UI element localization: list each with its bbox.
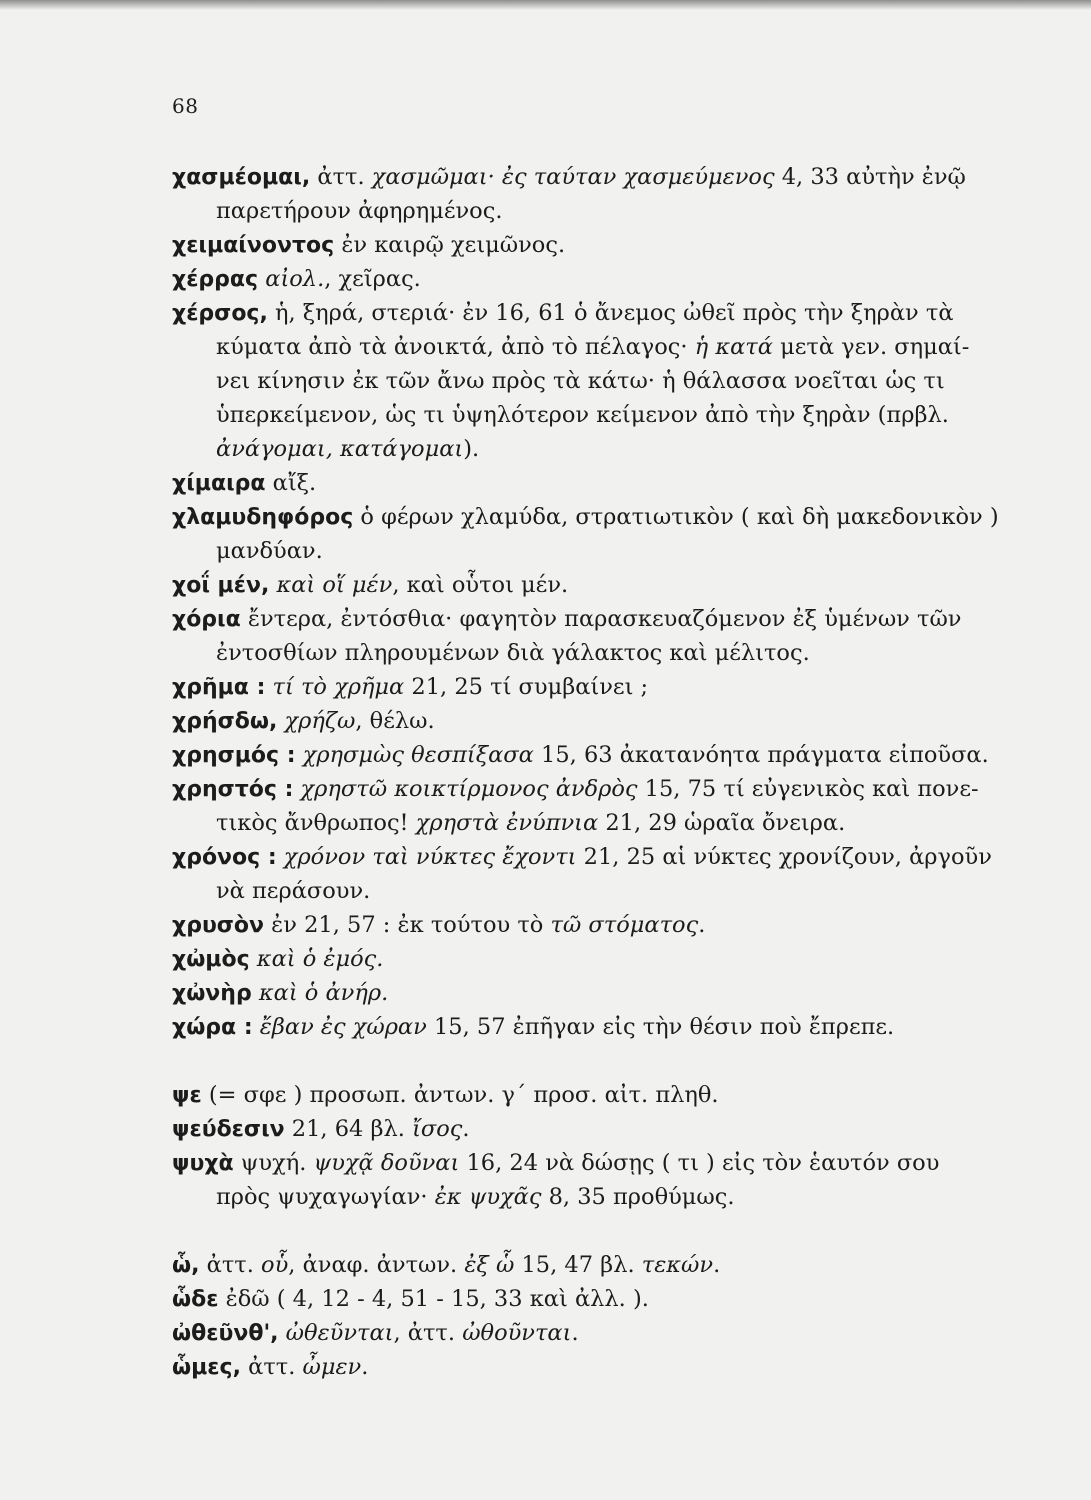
entry-text-segment: πρὸς ψυχαγωγίαν·	[216, 1184, 435, 1210]
entry-text-segment: χρήζω	[277, 708, 356, 734]
entry-continuation-line	[172, 1180, 1002, 1214]
entry-headword: χίμαιρα	[172, 471, 266, 496]
entry-text-segment: ἐκ ψυχᾶς	[434, 1184, 542, 1210]
section-gap	[172, 1044, 1002, 1078]
entry-headword: χλαμυδηφόρος	[172, 505, 354, 530]
entry-text-segment: καὶ ὁ ἐμός.	[249, 946, 384, 972]
entry-continuation-line	[172, 534, 1002, 568]
glossary-entry	[172, 1282, 1002, 1316]
entry-text-segment: ἐν καιρῷ χειμῶνος.	[334, 232, 566, 258]
entry-text-segment: ).	[463, 436, 480, 462]
entry-text-segment: , θέλω.	[355, 708, 435, 734]
entry-text-segment: .	[361, 1354, 369, 1380]
entry-text-segment: νὰ περάσουν.	[216, 878, 371, 904]
glossary-entry	[172, 1248, 1002, 1282]
entry-headword: χέρσος,	[172, 301, 268, 326]
glossary-entry	[172, 1350, 1002, 1384]
section-gap	[172, 1214, 1002, 1248]
glossary-entry	[172, 840, 1002, 874]
entry-text-segment: 21, 29 ὡραῖα ὄνειρα.	[598, 810, 846, 836]
entry-headword: χρυσὸν	[172, 913, 265, 938]
entry-text-segment: 8, 35 προθύμως.	[541, 1184, 735, 1210]
entry-text-segment: ἔβαν ἐς χώραν	[252, 1014, 427, 1040]
glossary-entry	[172, 228, 1002, 262]
entry-text-segment: ἔντερα, ἐντόσθια· φαγητὸν παρασκευαζόμενον ἐξ ὑμένων τῶν	[240, 606, 962, 632]
entry-headword: χοΐ μέν,	[172, 573, 270, 598]
entry-continuation-line	[172, 806, 1002, 840]
entry-text-segment: ἐν 21, 57 : ἐκ τούτου τὸ	[264, 912, 551, 938]
entry-text-segment: ὑπερκείμενον, ὡς τι ὑψηλότερον κείμενον ἀπὸ τὴν ξηρὰν (πρβλ.	[216, 402, 949, 428]
entry-continuation-line	[172, 364, 1002, 398]
entry-continuation-line	[172, 398, 1002, 432]
entry-headword: χρησμός :	[172, 743, 296, 768]
entry-continuation-line	[172, 432, 1002, 466]
entry-text-segment: 16, 24 νὰ δώσῃς ( τι ) εἰς τὸν ἑαυτόν σου	[459, 1150, 940, 1176]
entry-text-segment: ὁ φέρων χλαμύδα, στρατιωτικὸν ( καὶ δὴ μακεδονικὸν )	[353, 504, 999, 530]
entry-text-segment: .	[713, 1252, 721, 1278]
entry-text-segment: , καὶ οὗτοι μέν.	[392, 572, 569, 598]
entry-text-segment: χασμῶμαι· ἐς ταύταν χασμεύμενος	[371, 164, 775, 190]
entry-text-segment: , ἀναφ. ἀντων.	[288, 1252, 465, 1278]
entry-text-segment: τικὸς ἄνθρωπος!	[216, 810, 416, 836]
entry-text-segment: ἐδῶ ( 4, 12 - 4, 51 - 15, 33 καὶ ἀλλ. ).	[218, 1286, 649, 1312]
glossary-text-block	[172, 160, 1002, 1384]
glossary-entry	[172, 500, 1002, 534]
entry-headword: ὧ,	[172, 1253, 200, 1278]
entry-text-segment: (= σφε ) προσωπ. ἀντων. γ´ προσ. αἰτ. πληθ.	[201, 1082, 719, 1108]
entry-text-segment: .	[698, 912, 706, 938]
entry-text-segment: τί τὸ χρῆμα	[265, 674, 405, 700]
glossary-entry	[172, 1078, 1002, 1112]
entry-headword: χὠνὴρ	[172, 981, 252, 1006]
entry-text-segment: ἡ κατά	[694, 334, 773, 360]
entry-text-segment: χρόνον ταὶ νύκτες ἔχοντι	[276, 844, 577, 870]
entry-continuation-line	[172, 194, 1002, 228]
glossary-entry	[172, 772, 1002, 806]
entry-headword: ψεύδεσιν	[172, 1117, 285, 1142]
entry-text-segment: ψυχᾷ δοῦναι	[313, 1150, 460, 1176]
glossary-entry	[172, 262, 1002, 296]
entry-text-segment: αἴξ.	[265, 470, 317, 496]
entry-text-segment: μανδύαν.	[216, 538, 323, 564]
entry-text-segment: 15, 63 ἀκατανόητα πράγματα εἰποῦσα.	[533, 742, 989, 768]
glossary-entry	[172, 670, 1002, 704]
glossary-entry	[172, 1146, 1002, 1180]
glossary-entry	[172, 908, 1002, 942]
glossary-entry	[172, 466, 1002, 500]
page-number: 68	[172, 94, 199, 118]
glossary-entry	[172, 296, 1002, 330]
entry-text-segment: ἐξ ὧ	[464, 1252, 515, 1278]
entry-text-segment: ὦμεν	[302, 1354, 362, 1380]
entry-text-segment: 15, 47 βλ.	[514, 1252, 642, 1278]
glossary-entry	[172, 1316, 1002, 1350]
glossary-entry	[172, 160, 1002, 194]
entry-text-segment: τῶ στόματος	[550, 912, 699, 938]
entry-text-segment: ἐντοσθίων πληρουμένων διὰ γάλακτος καὶ μέλιτος.	[216, 640, 810, 666]
entry-headword: χὠμὸς	[172, 947, 250, 972]
entry-headword: ψυχὰ	[172, 1151, 234, 1176]
entry-headword: χρόνος :	[172, 845, 277, 870]
entry-continuation-line	[172, 874, 1002, 908]
entry-headword: χασμέομαι,	[172, 165, 311, 190]
entry-text-segment: , χεῖρας.	[324, 266, 421, 292]
entry-text-segment: ψυχή.	[233, 1150, 314, 1176]
entry-continuation-line	[172, 636, 1002, 670]
entry-text-segment: παρετήρουν ἀφηρημένος.	[216, 198, 503, 224]
glossary-entry	[172, 1010, 1002, 1044]
entry-text-segment: 21, 25 αἱ νύκτες χρονίζουν, ἀργοῦν	[576, 844, 992, 870]
entry-text-segment: 15, 57 ἐπῆγαν εἰς τὴν θέσιν ποὺ ἔπρεπε.	[426, 1014, 895, 1040]
glossary-entry	[172, 976, 1002, 1010]
entry-text-segment: τεκών	[641, 1252, 714, 1278]
glossary-entry	[172, 704, 1002, 738]
entry-text-segment: χρηστὰ ἐνύπνια	[415, 810, 599, 836]
entry-headword: χέρρας	[172, 267, 259, 292]
entry-headword: χόρια	[172, 607, 241, 632]
entry-headword: χώρα :	[172, 1015, 253, 1040]
entry-headword: χρήσδω,	[172, 709, 278, 734]
entry-text-segment: 21, 25 τί συμβαίνει ;	[404, 674, 649, 700]
entry-headword: χρηστός :	[172, 777, 294, 802]
entry-text-segment: ἀττ.	[199, 1252, 262, 1278]
entry-headword: χειμαίνοντος	[172, 233, 335, 258]
glossary-entry	[172, 568, 1002, 602]
entry-text-segment: κύματα ἀπὸ τὰ ἀνοικτά, ἀπὸ τὸ πέλαγος·	[216, 334, 695, 360]
entry-text-segment: μετὰ γεν. σημαί-	[772, 334, 970, 360]
entry-text-segment: αἰολ.	[258, 266, 325, 292]
entry-text-segment: ὠθοῦνται	[462, 1320, 572, 1346]
entry-text-segment: 15, 75 τί εὐγενικὸς καὶ πονε-	[637, 776, 979, 802]
entry-headword: ὧμες,	[172, 1355, 241, 1380]
entry-text-segment: 4, 33 αὐτὴν ἐνῷ	[774, 164, 966, 190]
entry-headword: ὠθεῦνθ',	[172, 1321, 279, 1346]
glossary-entry	[172, 942, 1002, 976]
entry-text-segment: ἴσος	[412, 1116, 463, 1142]
glossary-entry	[172, 602, 1002, 636]
entry-text-segment: 21, 64 βλ.	[284, 1116, 413, 1142]
entry-text-segment: ἀττ.	[310, 164, 372, 190]
entry-text-segment: χρησμὼς θεσπίξασα	[295, 742, 534, 768]
entry-text-segment: .	[462, 1116, 470, 1142]
entry-text-segment: οὗ	[261, 1252, 289, 1278]
entry-text-segment: ἀνάγομαι, κατάγομαι	[216, 436, 464, 462]
page-top-edge-shadow	[0, 0, 1091, 10]
entry-text-segment: .	[571, 1320, 579, 1346]
entry-text-segment: νει κίνησιν ἐκ τῶν ἄνω πρὸς τὰ κάτω· ἡ θάλασσα νοεῖται ὡς τι	[216, 368, 945, 394]
entry-text-segment: ὠθεῦνται	[278, 1320, 394, 1346]
glossary-entry	[172, 1112, 1002, 1146]
entry-text-segment: , ἀττ.	[393, 1320, 463, 1346]
entry-headword: ψε	[172, 1083, 202, 1108]
entry-headword: ὧδε	[172, 1287, 219, 1312]
entry-text-segment: ἡ, ξηρά, στεριά· ἐν 16, 61 ὁ ἄνεμος ὠθεῖ πρὸς τὴν ξηρὰν τὰ	[267, 300, 954, 326]
entry-text-segment: χρηστῶ κοικτίρμονος ἀνδρὸς	[293, 776, 638, 802]
entry-headword: χρῆμα :	[172, 675, 266, 700]
entry-text-segment: καὶ ὁ ἀνήρ.	[251, 980, 389, 1006]
entry-continuation-line	[172, 330, 1002, 364]
entry-text-segment: καὶ οἵ μέν	[269, 572, 393, 598]
entry-text-segment: ἀττ.	[240, 1354, 303, 1380]
glossary-entry	[172, 738, 1002, 772]
